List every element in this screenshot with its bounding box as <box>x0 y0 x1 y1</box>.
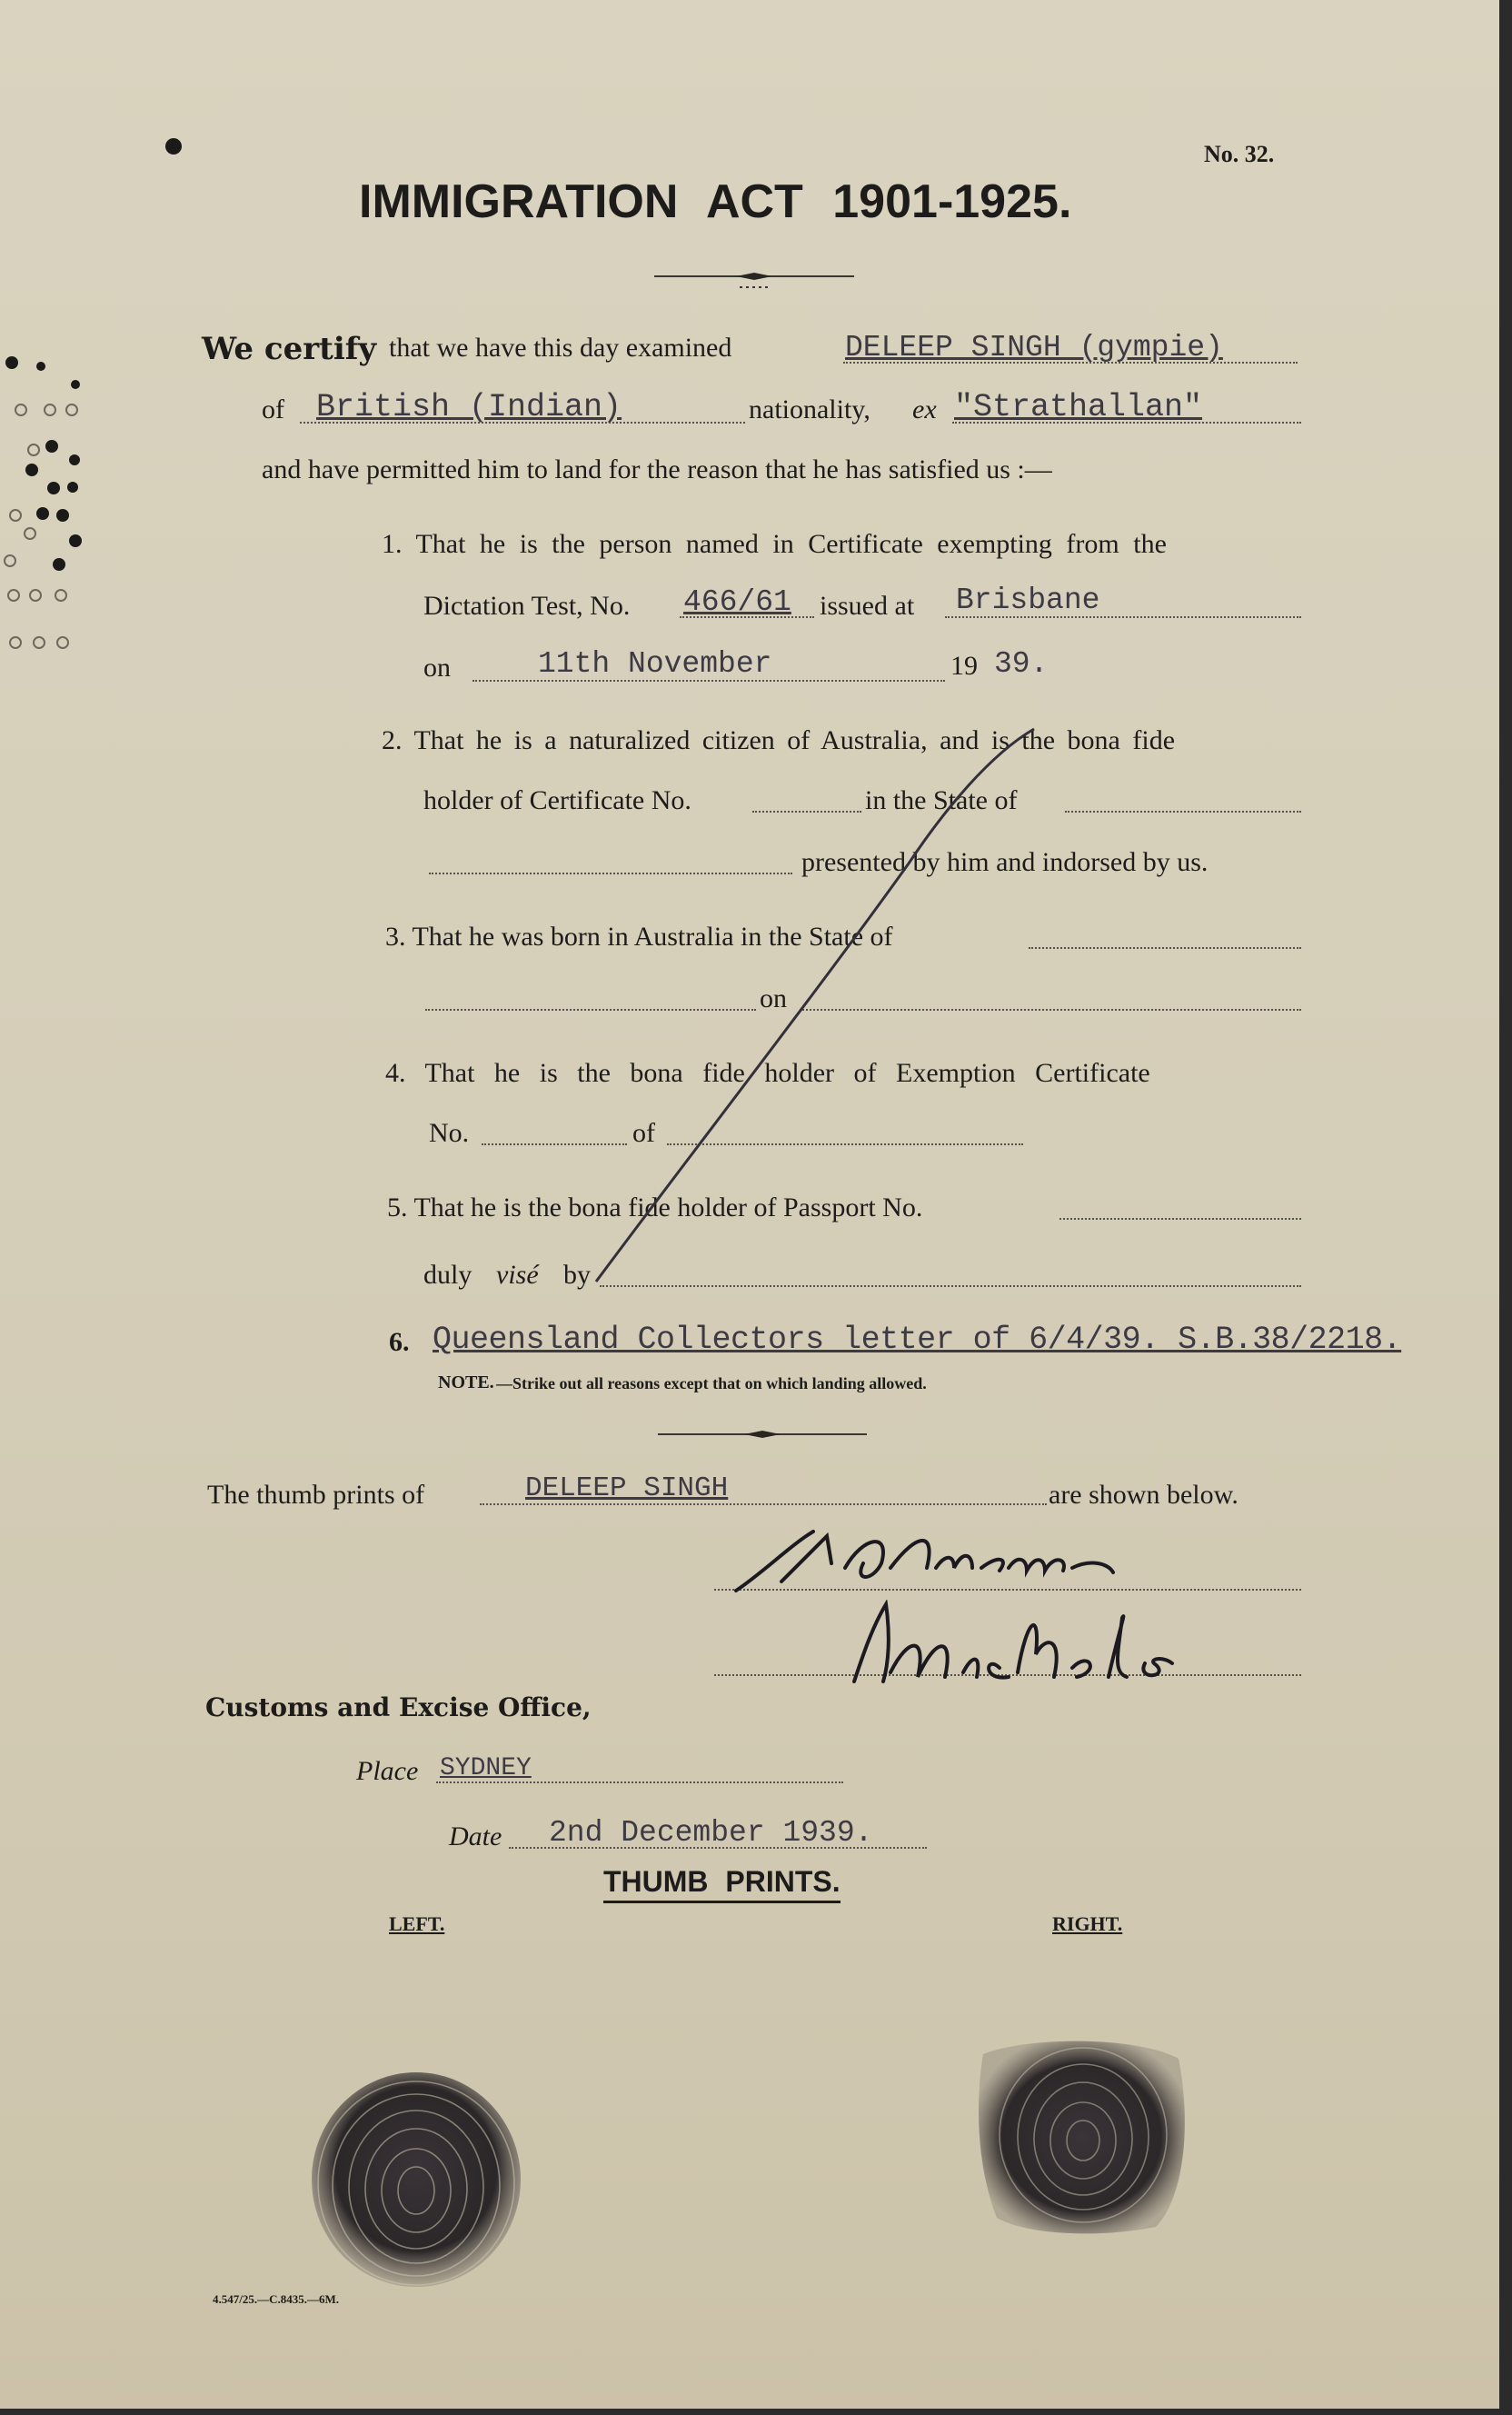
page-title: IMMIGRATION ACT 1901-1925. <box>359 175 1072 228</box>
date-label: Date <box>449 1821 502 1851</box>
of-label: of <box>262 394 284 424</box>
reason-3-on: on <box>760 983 787 1013</box>
signature-officer-2 <box>836 1600 1218 1691</box>
thumb-prints-text-b: are shown below. <box>1049 1480 1238 1510</box>
print-code: 4.547/25.—C.8435.—6M. <box>213 2292 340 2306</box>
place-label: Place <box>356 1756 419 1786</box>
form-number: No. 32. <box>1204 141 1275 167</box>
note-text: —Strike out all reasons except that on which landing allowed. <box>496 1374 927 1392</box>
issued-at-value: Brisbane <box>956 584 1100 617</box>
thumb-prints-text-a: The thumb prints of <box>207 1480 425 1510</box>
reason-2-line-2a: holder of Certificate No. <box>423 785 691 815</box>
date-value: 2nd December 1939. <box>549 1816 873 1850</box>
nationality-label: nationality, <box>749 394 870 424</box>
reason-4-of: of <box>632 1118 655 1148</box>
reason-1-line-2b: issued at <box>820 591 915 621</box>
left-thumbprint <box>300 2063 536 2290</box>
ship-name: "Strathallan" <box>954 389 1203 425</box>
certify-text: that we have this day examined <box>389 333 732 363</box>
reason-2-line-3: presented by him and indorsed by us. <box>801 847 1209 877</box>
title-divider <box>654 265 854 293</box>
thumb-prints-title: THUMB PRINTS. <box>603 1865 841 1903</box>
reason-1-on: on <box>423 653 451 683</box>
reason-2-line-1: 2. That he is a naturalized citizen of Australia, and is the bona fide <box>382 725 1176 755</box>
year-value: 39. <box>994 647 1049 681</box>
reason-5-duly: duly <box>423 1260 472 1290</box>
reason-2-line-2b: in the State of <box>865 785 1018 815</box>
left-thumb-label: LEFT. <box>389 1912 445 1935</box>
reason-4-line-1: 4. That he is the bona fide holder of Exemption Certificate <box>385 1058 1150 1088</box>
right-thumb-label: RIGHT. <box>1052 1912 1123 1935</box>
dictation-test-number: 466/61 <box>683 585 791 619</box>
we-certify-label: We certify <box>202 331 377 367</box>
thumb-prints-name: DELEEP SINGH <box>525 1472 729 1504</box>
reason-3-line-1: 3. That he was born in Australia in the State of <box>385 922 893 952</box>
reason-6-text: Queensland Collectors letter of 6/4/39. S.B.38/2218. <box>433 1322 1402 1358</box>
strike-out-line <box>582 727 1054 1291</box>
note-label: NOTE. <box>438 1372 494 1392</box>
reason-6-number: 6. <box>389 1327 410 1357</box>
reason-5-line-1: 5. That he is the bona fide holder of Passport No. <box>387 1193 923 1222</box>
signature-officer-1 <box>727 1527 1127 1600</box>
section-divider <box>658 1425 867 1443</box>
reason-5-by: by <box>563 1260 591 1290</box>
permit-text: and have permitted him to land for the reason that he has satisfied us :— <box>262 454 1052 484</box>
examined-name: DELEEP SINGH (gympie) <box>845 331 1223 364</box>
reason-4-no: No. <box>429 1118 470 1148</box>
year-prefix: 19 <box>950 651 978 681</box>
customs-office-label: Customs and Excise Office, <box>205 1692 592 1722</box>
right-thumbprint <box>974 2036 1192 2236</box>
nationality-value: British (Indian) <box>316 389 622 425</box>
reason-1-line-2a: Dictation Test, No. <box>423 591 631 621</box>
reason-1-line-1: 1. That he is the person named in Certificate exempting from the <box>382 529 1167 559</box>
reason-5-vise: visé <box>496 1260 539 1290</box>
ex-label: ex <box>912 394 937 424</box>
place-value: SYDNEY <box>440 1754 532 1782</box>
exemption-date: 11th November <box>538 647 772 681</box>
